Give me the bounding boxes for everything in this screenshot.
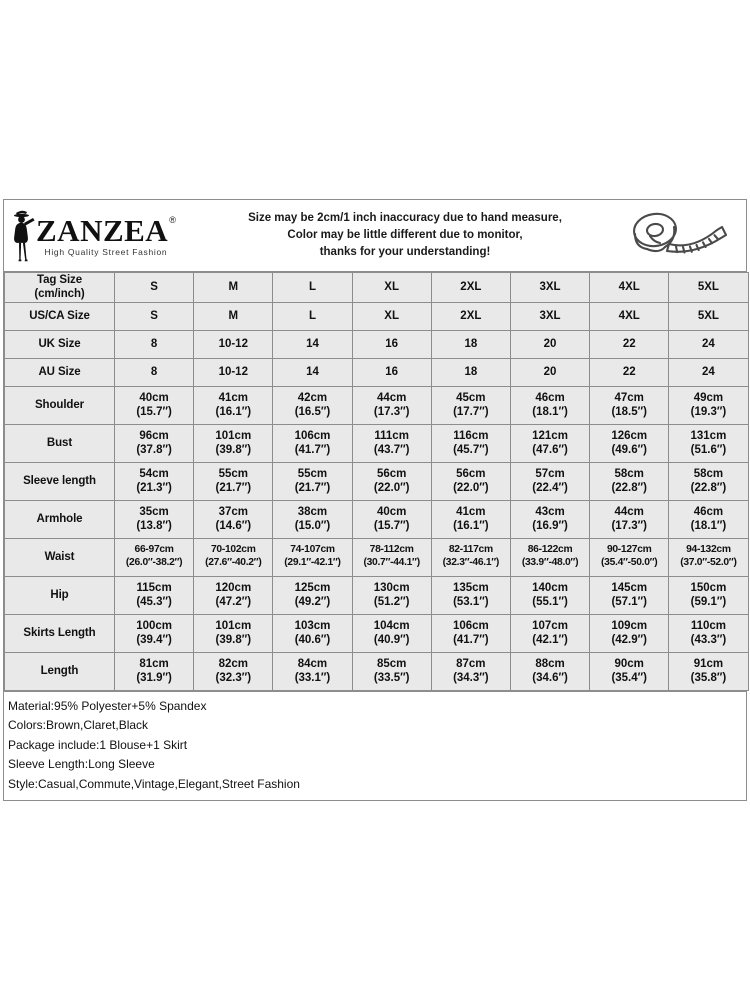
notice-line-1: Size may be 2cm/1 inch inaccuracy due to hand measure, [248, 212, 562, 225]
cell [273, 614, 352, 652]
cell [194, 386, 273, 424]
cell [669, 424, 748, 462]
table-row [5, 652, 749, 690]
cell-cm: 101cm [215, 619, 252, 632]
cell-inch: (17.3″) [373, 406, 410, 419]
chart-header [4, 200, 746, 272]
cell-inch: (22.0″) [373, 482, 410, 495]
table-row [5, 538, 749, 576]
cell-cm: 116cm [453, 429, 489, 442]
row-label-length: Length [5, 652, 115, 690]
cell-inch: (35.4″) [611, 672, 647, 685]
brand-name: ZANZEA [36, 212, 169, 248]
cell-cm: 45cm [456, 391, 486, 404]
cell [115, 462, 194, 500]
cell-cm: 70-102cm [211, 544, 256, 556]
detail-package: Package include:1 Blouse+1 Skirt [8, 737, 188, 752]
cell [194, 424, 273, 462]
cell [115, 386, 194, 424]
cell: 10-12 [194, 358, 273, 386]
cell: 5XL [669, 302, 748, 330]
cell [510, 652, 589, 690]
cell-inch: (30.7″-44.1″) [363, 557, 420, 569]
cell-cm: 86-122cm [527, 544, 573, 556]
cell-inch: (18.1″) [690, 520, 727, 533]
cell-inch: (51.6″) [690, 444, 727, 457]
cell-cm: 150cm [690, 581, 727, 594]
cell-cm: 46cm [535, 391, 565, 404]
cell-cm: 100cm [136, 619, 172, 632]
cell-inch: (27.6″-40.2″) [205, 557, 262, 569]
cell [431, 652, 510, 690]
cell-cm: 40cm [139, 391, 169, 404]
cell [115, 424, 194, 462]
cell-inch: (17.7″) [453, 406, 489, 419]
cell: 4XL [590, 302, 669, 330]
size-chart-card [3, 199, 747, 801]
cell: 8 [115, 330, 194, 358]
cell-inch: (18.5″) [611, 406, 647, 419]
cell [669, 652, 748, 690]
cell-cm: 55cm [297, 467, 328, 480]
cell [590, 538, 669, 576]
cell-cm: 85cm [376, 657, 407, 670]
cell [669, 500, 748, 538]
cell-cm: 49cm [693, 391, 724, 404]
cell-cm: 140cm [532, 581, 568, 594]
cell [194, 538, 273, 576]
cell [273, 652, 352, 690]
cell-inch: (21.7″) [294, 482, 331, 495]
cell-inch: (34.6″) [532, 672, 568, 685]
cell-inch: (22.4″) [532, 482, 568, 495]
cell-inch: (32.3″-46.1″) [442, 557, 500, 569]
cell-cm: 135cm [452, 581, 489, 594]
cell-inch: (33.9″-48.0″) [521, 557, 579, 569]
cell-cm: 42cm [297, 391, 328, 404]
cell: M [194, 273, 273, 303]
cell-cm: 56cm [376, 467, 407, 480]
cell [669, 462, 748, 500]
woman-silhouette-icon [8, 208, 38, 264]
cell-inch: (40.9″) [373, 634, 410, 647]
row-label-hip: Hip [5, 576, 115, 614]
cell-cm: 66-97cm [134, 544, 174, 556]
registered-trademark-icon: ® [169, 214, 176, 225]
cell-inch: (31.9″) [136, 672, 172, 685]
cell-inch: (16.9″) [532, 520, 568, 533]
cell-cm: 91cm [693, 657, 724, 670]
cell-inch: (33.1″) [294, 672, 331, 685]
cell-cm: 145cm [611, 581, 648, 594]
cell [510, 500, 589, 538]
cell-cm: 120cm [215, 581, 252, 594]
cell-inch: (39.8″) [215, 634, 252, 647]
cell [352, 386, 431, 424]
brand-tagline: High Quality Street Fashion [44, 246, 168, 257]
cell [510, 538, 589, 576]
table-row [5, 358, 749, 386]
cell-inch: (32.3″) [215, 672, 252, 685]
cell [352, 614, 431, 652]
row-label-bust: Bust [5, 424, 115, 462]
cell [669, 614, 748, 652]
cell: 14 [273, 358, 352, 386]
cell-inch: (16.5″) [294, 406, 331, 419]
table-row [5, 330, 749, 358]
cell-inch: (51.2″) [373, 596, 410, 609]
cell-cm: 56cm [456, 467, 486, 480]
cell-cm: 125cm [294, 581, 331, 594]
cell-inch: (39.8″) [215, 444, 252, 457]
cell [431, 538, 510, 576]
cell: 24 [669, 330, 748, 358]
cell: XL [352, 302, 431, 330]
cell-cm: 126cm [611, 429, 648, 442]
measuring-tape-icon [614, 208, 746, 264]
cell-inch: (21.3″) [136, 482, 172, 495]
cell [273, 386, 352, 424]
cell [510, 614, 589, 652]
cell-cm: 58cm [614, 467, 644, 480]
cell-inch: (14.6″) [215, 520, 252, 533]
row-label-line-1: Tag Size [37, 274, 82, 286]
cell-cm: 44cm [376, 391, 407, 404]
cell: 18 [431, 358, 510, 386]
table-row [5, 386, 749, 424]
cell [273, 500, 352, 538]
cell-inch: (33.5″) [373, 672, 410, 685]
cell [273, 538, 352, 576]
cell [115, 538, 194, 576]
cell [194, 652, 273, 690]
cell: 5XL [669, 273, 748, 303]
table-row [5, 273, 749, 303]
cell [194, 500, 273, 538]
cell-cm: 106cm [452, 619, 489, 632]
cell-inch: (47.6″) [532, 444, 568, 457]
cell-cm: 37cm [218, 505, 248, 518]
row-label-tag-size [5, 273, 115, 303]
cell: 14 [273, 330, 352, 358]
cell-cm: 41cm [218, 391, 248, 404]
cell-inch: (21.7″) [215, 482, 252, 495]
cell [194, 576, 273, 614]
cell [115, 576, 194, 614]
cell-cm: 46cm [693, 505, 724, 518]
cell: XL [352, 273, 431, 303]
cell-cm: 131cm [690, 429, 727, 442]
cell-cm: 103cm [294, 619, 331, 632]
cell-inch: (29.1″-42.1″) [284, 557, 341, 569]
cell-inch: (39.4″) [136, 634, 172, 647]
product-details [4, 691, 746, 800]
cell [352, 500, 431, 538]
cell-inch: (15.0″) [294, 520, 331, 533]
row-label-au-size: AU Size [5, 358, 115, 386]
brand-logo [4, 208, 196, 264]
cell-inch: (22.0″) [453, 482, 489, 495]
cell [431, 614, 510, 652]
cell-inch: (35.4″-50.0″) [601, 557, 658, 569]
detail-sleeve-length: Sleeve Length:Long Sleeve [8, 757, 155, 772]
cell: 20 [510, 330, 589, 358]
cell-cm: 81cm [139, 657, 169, 670]
cell-inch: (42.9″) [611, 634, 647, 647]
cell-cm: 90-127cm [606, 544, 652, 556]
row-label-sleeve-length: Sleeve length [5, 462, 115, 500]
cell: 22 [590, 330, 669, 358]
cell [590, 576, 669, 614]
cell [590, 614, 669, 652]
cell: S [115, 302, 194, 330]
cell-inch: (45.3″) [136, 596, 172, 609]
cell [590, 652, 669, 690]
cell-cm: 84cm [297, 657, 328, 670]
cell-cm: 82-117cm [448, 544, 493, 556]
cell [590, 424, 669, 462]
cell-inch: (15.7″) [373, 520, 410, 533]
cell-cm: 57cm [535, 467, 565, 480]
cell: M [194, 302, 273, 330]
cell [352, 576, 431, 614]
cell-cm: 54cm [139, 467, 169, 480]
cell-inch: (13.8″) [136, 520, 172, 533]
cell-cm: 109cm [611, 619, 648, 632]
cell-inch: (47.2″) [215, 596, 252, 609]
table-row [5, 462, 749, 500]
cell [669, 576, 748, 614]
cell-inch: (17.3″) [611, 520, 647, 533]
cell [590, 386, 669, 424]
cell [273, 576, 352, 614]
cell-cm: 43cm [535, 505, 565, 518]
cell [273, 424, 352, 462]
table-row [5, 576, 749, 614]
cell-cm: 115cm [136, 581, 172, 594]
row-label-shoulder: Shoulder [5, 386, 115, 424]
cell-inch: (45.7″) [453, 444, 489, 457]
cell-inch: (34.3″) [453, 672, 489, 685]
table-row [5, 302, 749, 330]
cell-cm: 55cm [218, 467, 248, 480]
cell: 10-12 [194, 330, 273, 358]
cell [510, 576, 589, 614]
size-table-body [5, 273, 749, 691]
cell [115, 614, 194, 652]
table-row [5, 500, 749, 538]
cell-inch: (41.7″) [294, 444, 331, 457]
cell: L [273, 273, 352, 303]
detail-material: Material:95% Polyester+5% Spandex [8, 698, 207, 713]
row-label-waist: Waist [5, 538, 115, 576]
cell-cm: 88cm [535, 657, 565, 670]
cell-inch: (43.7″) [373, 444, 410, 457]
cell [590, 462, 669, 500]
cell-cm: 38cm [297, 505, 328, 518]
cell: S [115, 273, 194, 303]
cell [510, 386, 589, 424]
notice-line-2: Color may be little different due to monitor, [287, 229, 523, 242]
cell-cm: 130cm [373, 581, 410, 594]
cell-cm: 58cm [693, 467, 724, 480]
size-table [4, 272, 749, 691]
cell [194, 614, 273, 652]
cell-cm: 107cm [532, 619, 568, 632]
cell-inch: (55.1″) [532, 596, 568, 609]
cell-inch: (40.6″) [294, 634, 331, 647]
cell-cm: 94-132cm [686, 544, 731, 556]
cell [352, 424, 431, 462]
cell-cm: 82cm [218, 657, 248, 670]
row-label-armhole: Armhole [5, 500, 115, 538]
cell [115, 652, 194, 690]
cell-inch: (37.8″) [136, 444, 172, 457]
cell: 18 [431, 330, 510, 358]
cell-cm: 110cm [690, 619, 726, 632]
cell-cm: 90cm [614, 657, 644, 670]
cell-cm: 40cm [376, 505, 407, 518]
cell [510, 424, 589, 462]
cell [431, 576, 510, 614]
cell [431, 424, 510, 462]
cell [273, 462, 352, 500]
cell [352, 538, 431, 576]
cell-inch: (49.6″) [611, 444, 647, 457]
cell-inch: (22.8″) [690, 482, 727, 495]
cell: 16 [352, 358, 431, 386]
cell-inch: (42.1″) [532, 634, 568, 647]
cell-cm: 101cm [215, 429, 252, 442]
cell: 3XL [510, 302, 589, 330]
notice-line-3: thanks for your understanding! [319, 245, 491, 258]
cell: 24 [669, 358, 748, 386]
cell [669, 538, 748, 576]
cell-cm: 78-112cm [369, 544, 414, 556]
cell: L [273, 302, 352, 330]
cell-cm: 44cm [614, 505, 644, 518]
cell-cm: 104cm [373, 619, 410, 632]
cell [590, 500, 669, 538]
cell-cm: 106cm [294, 429, 331, 442]
cell [352, 652, 431, 690]
cell: 3XL [510, 273, 589, 303]
cell-cm: 74-107cm [290, 544, 335, 556]
cell-cm: 96cm [139, 429, 169, 442]
cell-inch: (57.1″) [611, 596, 647, 609]
cell [669, 386, 748, 424]
cell [115, 500, 194, 538]
cell-cm: 87cm [456, 657, 486, 670]
measurement-notice [196, 210, 614, 260]
row-label-line-2: (cm/inch) [34, 288, 85, 301]
cell-inch: (43.3″) [690, 634, 727, 647]
cell-cm: 35cm [139, 505, 169, 518]
cell-inch: (15.7″) [136, 406, 172, 419]
cell-inch: (22.8″) [611, 482, 647, 495]
row-label-uk-size: UK Size [5, 330, 115, 358]
table-row [5, 614, 749, 652]
cell-inch: (18.1″) [532, 406, 568, 419]
cell-inch: (41.7″) [453, 634, 489, 647]
cell-cm: 47cm [614, 391, 644, 404]
cell: 4XL [590, 273, 669, 303]
cell [510, 462, 589, 500]
cell: 20 [510, 358, 589, 386]
cell-inch: (16.1″) [215, 406, 252, 419]
cell [431, 462, 510, 500]
detail-style: Style:Casual,Commute,Vintage,Elegant,Street Fashion [8, 776, 300, 791]
cell [431, 500, 510, 538]
cell-cm: 121cm [532, 429, 568, 442]
cell [352, 462, 431, 500]
cell: 2XL [431, 302, 510, 330]
row-label-skirts-length: Skirts Length [5, 614, 115, 652]
cell-inch: (26.0″-38.2″) [125, 557, 183, 569]
cell-inch: (53.1″) [453, 596, 489, 609]
cell-inch: (16.1″) [453, 520, 489, 533]
cell-inch: (49.2″) [294, 596, 331, 609]
cell-cm: 111cm [374, 429, 409, 442]
cell: 2XL [431, 273, 510, 303]
table-row [5, 424, 749, 462]
cell-inch: (19.3″) [690, 406, 727, 419]
cell-inch: (35.8″) [690, 672, 727, 685]
row-label-us-ca-size: US/CA Size [5, 302, 115, 330]
cell-cm: 41cm [456, 505, 486, 518]
cell: 22 [590, 358, 669, 386]
cell [431, 386, 510, 424]
cell-inch: (37.0″-52.0″) [680, 557, 737, 569]
detail-colors: Colors:Brown,Claret,Black [8, 718, 149, 733]
cell: 8 [115, 358, 194, 386]
cell: 16 [352, 330, 431, 358]
cell [194, 462, 273, 500]
cell-inch: (59.1″) [690, 596, 727, 609]
